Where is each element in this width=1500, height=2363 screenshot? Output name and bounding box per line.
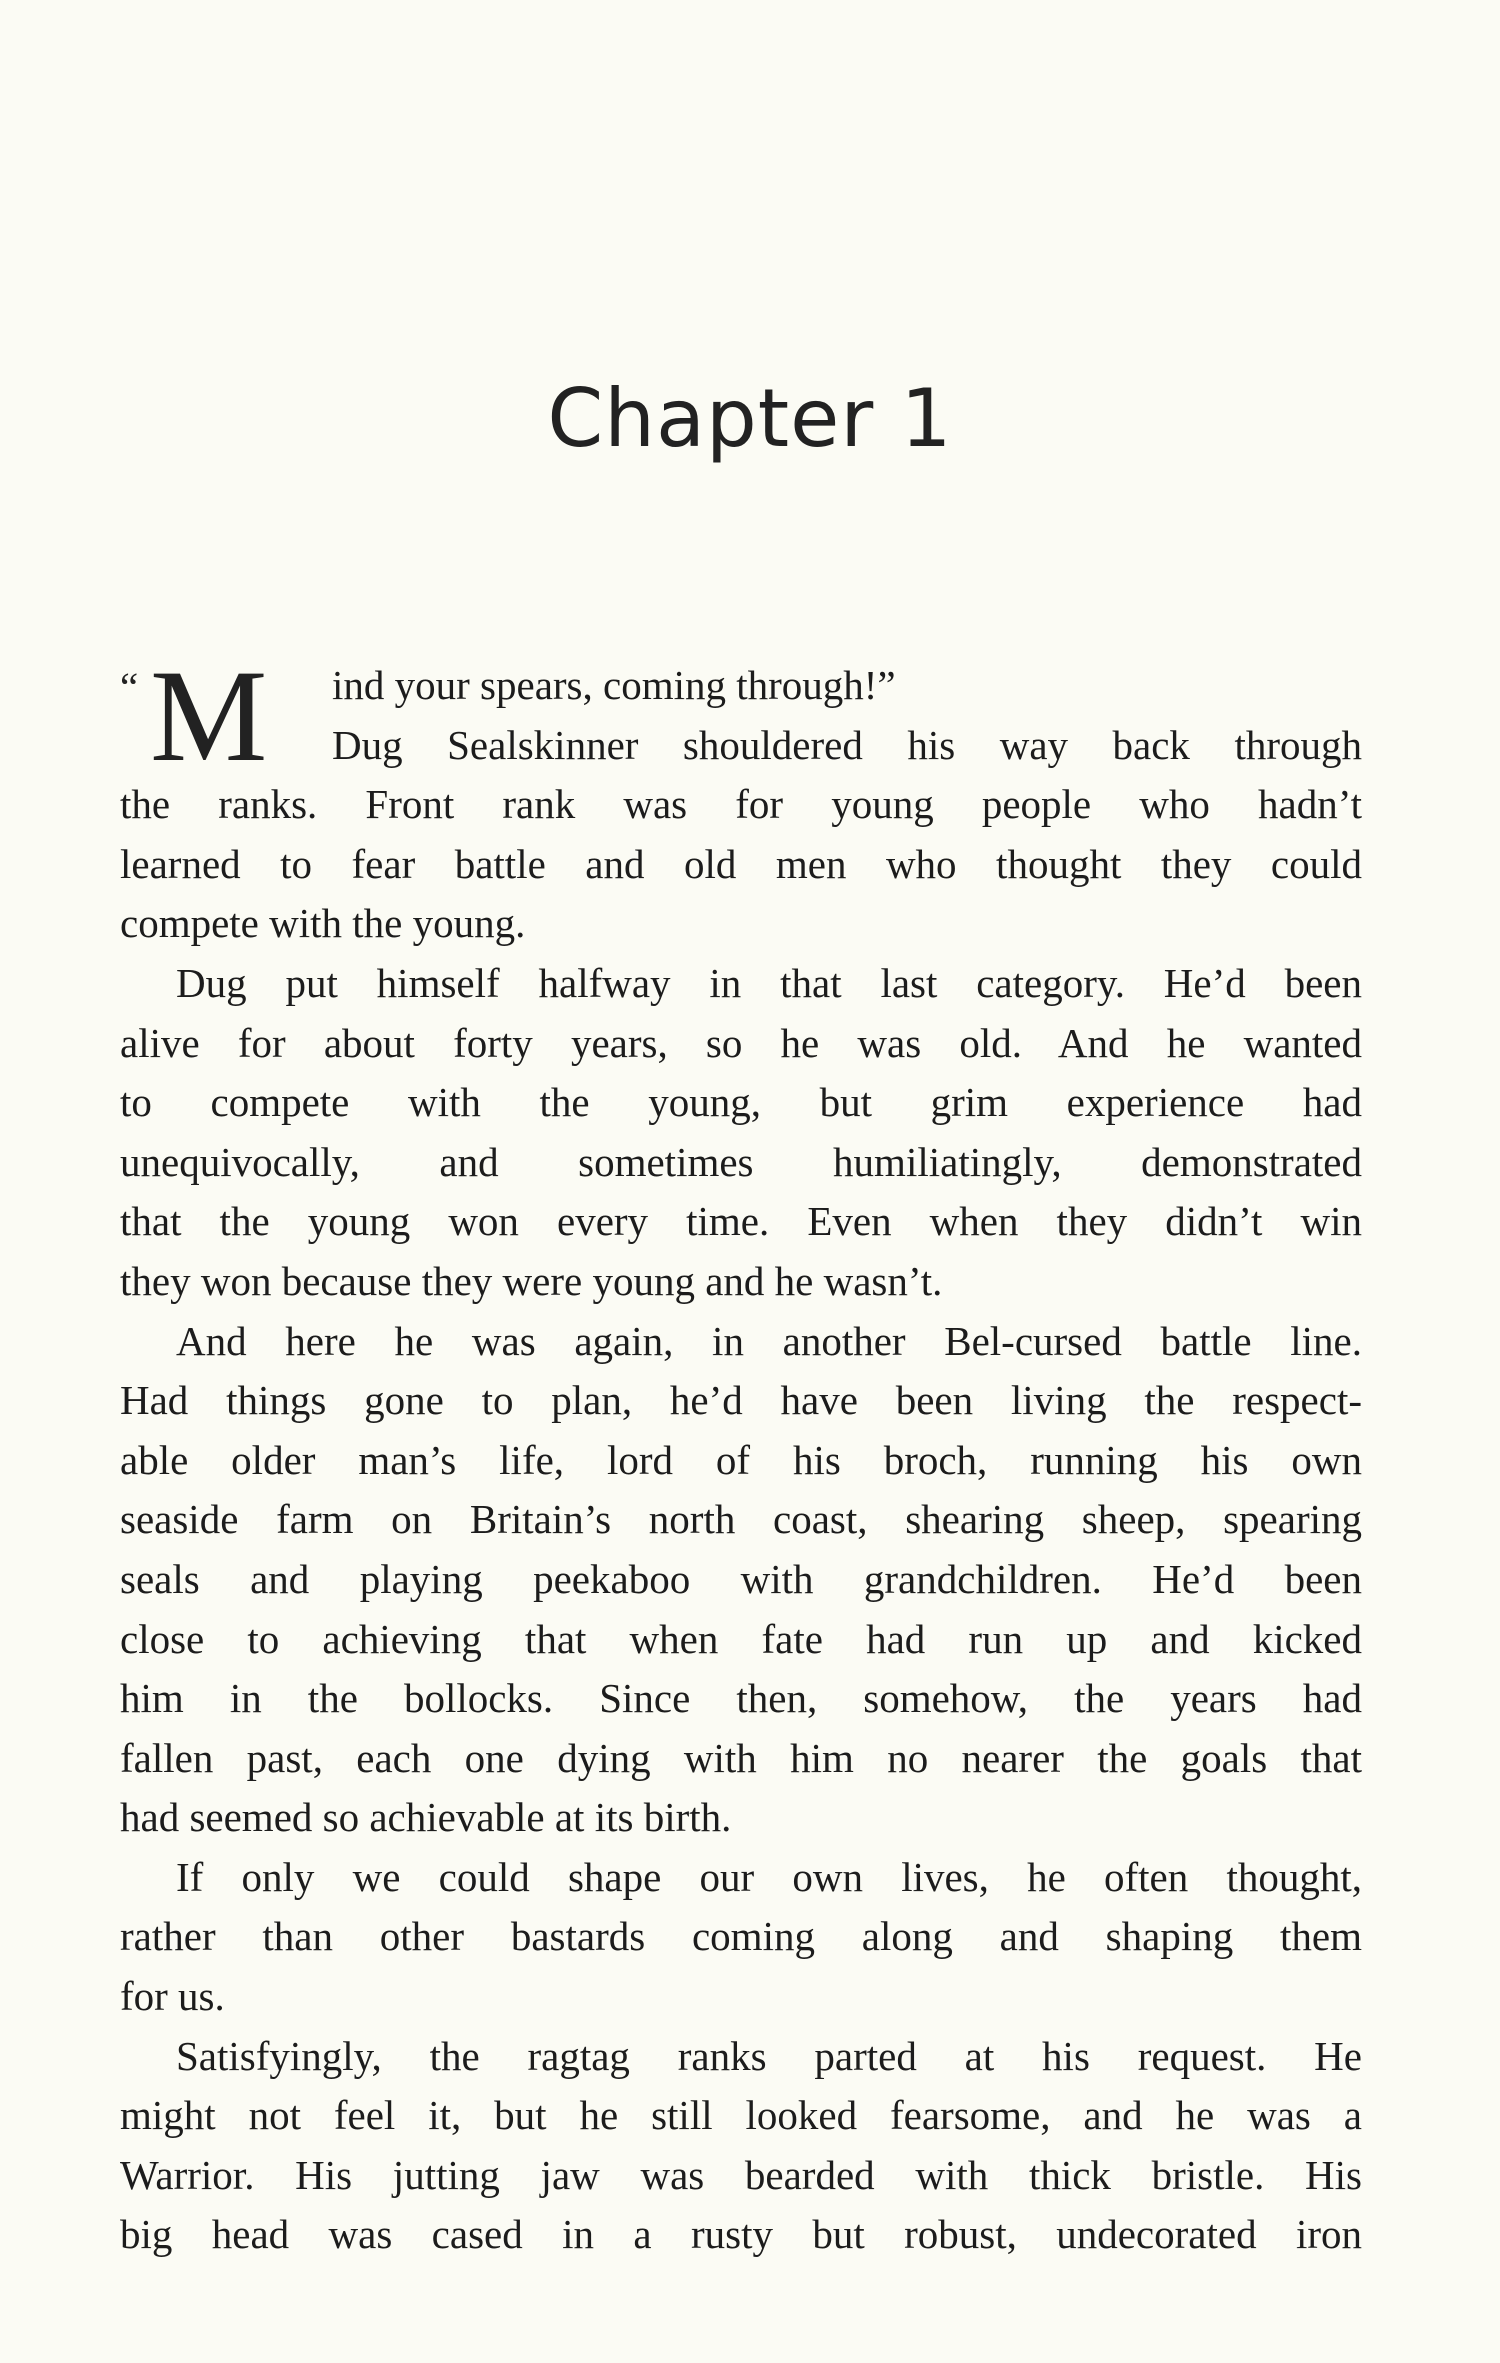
text-line: If only we could shape our own lives, he often thought,: [176, 1853, 1362, 1900]
drop-cap-letter: M: [150, 642, 268, 789]
chapter-body: [120, 642, 1362, 2265]
chapter-title: Chapter 1: [547, 372, 953, 465]
text-line: seaside farm on Britain’s north coast, shearing sheep, spearing: [120, 1496, 1362, 1543]
text-line: compete with the young.: [120, 900, 526, 947]
text-line: him in the bollocks. Since then, somehow, the years had: [120, 1675, 1362, 1722]
text-line: to compete with the young, but grim experience had: [120, 1079, 1362, 1126]
text-line: close to achieving that when fate had run up and kicked: [120, 1615, 1362, 1662]
text-line: Warrior. His jutting jaw was bearded with thick bristle. His: [120, 2151, 1362, 2198]
opening-quote-mark: “: [120, 664, 139, 710]
text-line: might not feel it, but he still looked fearsome, and he was a: [120, 2092, 1362, 2139]
text-line: that the young won every time. Even when they didn’t win: [120, 1198, 1362, 1245]
text-line: Dug put himself halfway in that last category. He’d been: [176, 959, 1362, 1006]
text-line: Dug Sealskinner shouldered his way back through: [332, 721, 1362, 768]
text-line: they won because they were young and he wasn’t.: [120, 1257, 943, 1304]
text-line: Had things gone to plan, he’d have been living the respect-: [120, 1377, 1362, 1424]
text-line: fallen past, each one dying with him no nearer the goals that: [120, 1734, 1362, 1781]
text-line: Satisfyingly, the ragtag ranks parted at his request. He: [176, 2032, 1362, 2079]
text-line: seals and playing peekaboo with grandchildren. He’d been: [120, 1555, 1362, 1602]
text-line: had seemed so achievable at its birth.: [120, 1794, 732, 1841]
text-line: unequivocally, and sometimes humiliatingly, demonstrated: [120, 1138, 1362, 1185]
text-line: ind your spears, coming through!”: [332, 662, 896, 708]
text-line: rather than other bastards coming along and shaping them: [120, 1913, 1362, 1960]
text-line: alive for about forty years, so he was old. And he wanted: [120, 1019, 1362, 1066]
text-line: able older man’s life, lord of his broch, running his own: [120, 1436, 1362, 1483]
text-line: And here he was again, in another Bel-cursed battle line.: [176, 1317, 1362, 1364]
text-line: learned to fear battle and old men who thought they could: [120, 840, 1362, 887]
text-line: big head was cased in a rusty but robust, undecorated iron: [120, 2211, 1362, 2258]
text-line: for us.: [120, 1973, 225, 2020]
text-line: the ranks. Front rank was for young people who hadn’t: [120, 781, 1362, 828]
text-lines: [120, 656, 1362, 2265]
